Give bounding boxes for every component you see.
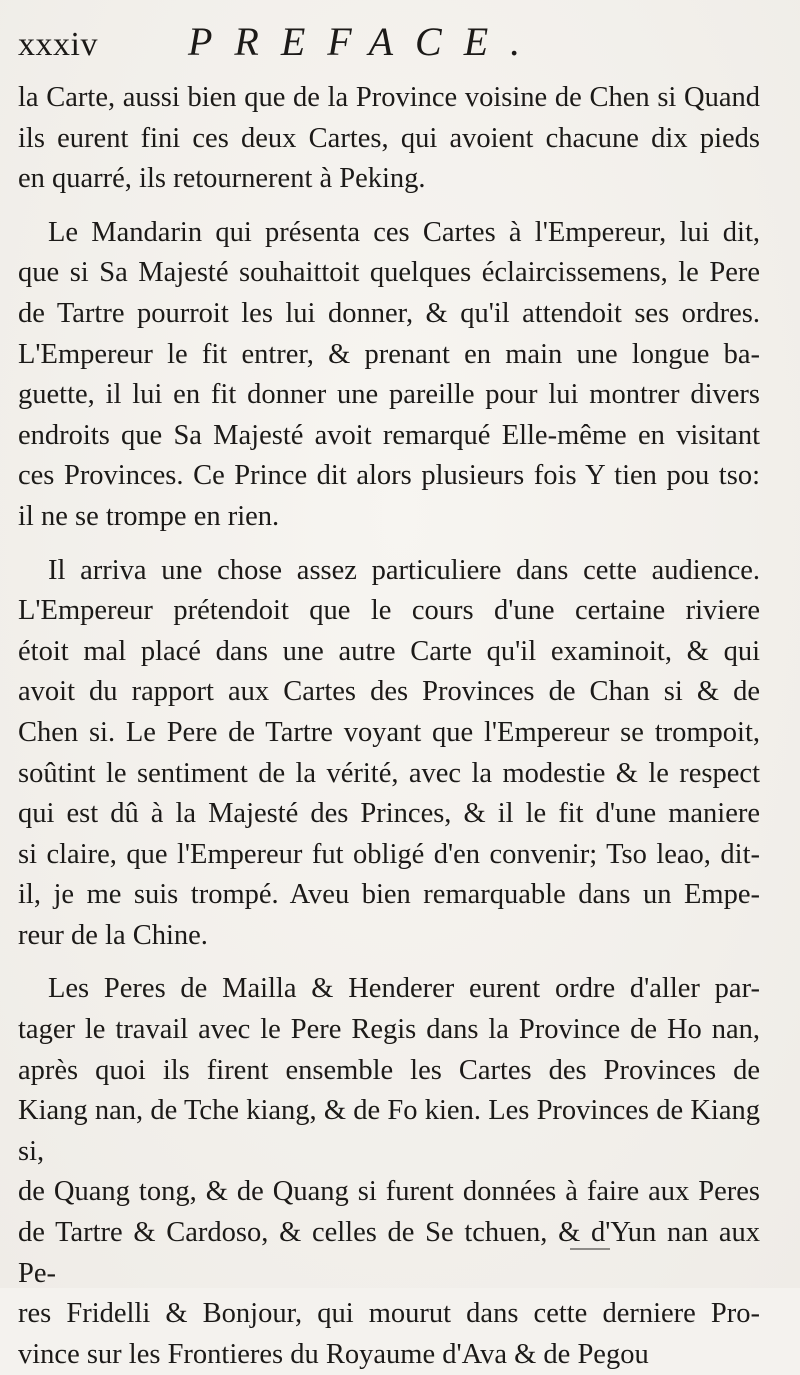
text-line: qui est dû à la Majesté des Princes, & il le fit d'une maniere bbox=[18, 798, 760, 830]
text-line: Chen si. Le Pere de Tartre voyant que l'Empereur se trompoit, bbox=[18, 716, 760, 748]
text-line: Kiang nan, de Tche kiang, & de Fo kien. Les Provinces de Kiang si, bbox=[18, 1095, 760, 1167]
running-title: PREFACE. bbox=[188, 19, 543, 64]
text-line: étoit mal placé dans une autre Carte qu'il examinoit, & qui bbox=[18, 635, 760, 667]
text-line: res Fridelli & Bonjour, qui mourut dans cette derniere Pro- bbox=[18, 1298, 760, 1330]
text-line: en quarré, ils retournerent à Peking. bbox=[18, 163, 426, 195]
text-line: Le Mandarin qui présenta ces Cartes à l'Empereur, lui dit, bbox=[48, 216, 760, 248]
text-line: avoit du rapport aux Cartes des Provinces de Chan si & de bbox=[18, 676, 760, 708]
text-line: vince sur les Frontieres du Royaume d'Ava & de Pegou bbox=[18, 1338, 649, 1370]
text-line: ces Provinces. Ce Prince dit alors plusieurs fois Y tien pou tso: bbox=[18, 460, 760, 492]
page-header bbox=[18, 18, 760, 78]
text-line: que si Sa Majesté souhaittoit quelques éclaircissemens, le Pere bbox=[18, 257, 760, 289]
text-line: guette, il lui en fit donner une pareille pour lui montrer divers bbox=[18, 379, 760, 411]
text-line: endroits que Sa Majesté avoit remarqué Elle-même en visitant bbox=[18, 419, 760, 451]
footer-mark bbox=[570, 1248, 610, 1250]
page-number: xxxiv bbox=[18, 26, 98, 63]
paragraph bbox=[18, 969, 760, 1375]
text-line: si claire, que l'Empereur fut obligé d'en convenir; Tso leao, dit- bbox=[18, 838, 760, 870]
text-line: après quoi ils firent ensemble les Cartes des Provinces de bbox=[18, 1054, 760, 1086]
text-line: Les Peres de Mailla & Henderer eurent ordre d'aller par- bbox=[48, 973, 760, 1005]
paragraph bbox=[18, 213, 760, 538]
text-line: il ne se trompe en rien. bbox=[18, 500, 280, 532]
text-line: soûtint le sentiment de la vérité, avec la modestie & le respect bbox=[18, 757, 760, 789]
text-line: ils eurent fini ces deux Cartes, qui avoient chacune dix pieds bbox=[18, 122, 760, 154]
paragraph bbox=[18, 78, 760, 200]
text-line: L'Empereur prétendoit que le cours d'une certaine riviere bbox=[18, 595, 760, 627]
paragraph bbox=[18, 551, 760, 957]
text-line: Il arriva une chose assez particuliere dans cette audience. bbox=[48, 554, 760, 586]
text-line: de Tartre pourroit les lui donner, & qu'il attendoit ses ordres. bbox=[18, 297, 760, 329]
text-line: la Carte, aussi bien que de la Province voisine de Chen si Quand bbox=[18, 82, 760, 113]
text-line: de Tartre & Cardoso, & celles de Se tchuen, & d'Yun nan aux Pe- bbox=[18, 1217, 760, 1289]
text-line: de Quang tong, & de Quang si furent données à faire aux Peres bbox=[18, 1176, 760, 1208]
text-line: il, je me suis trompé. Aveu bien remarquable dans un Empe- bbox=[18, 879, 760, 911]
text-line: tager le travail avec le Pere Regis dans la Province de Ho nan, bbox=[18, 1014, 760, 1046]
body-text bbox=[18, 78, 760, 1375]
text-line: L'Empereur le fit entrer, & prenant en main une longue ba- bbox=[18, 338, 760, 370]
text-line: reur de la Chine. bbox=[18, 919, 208, 951]
